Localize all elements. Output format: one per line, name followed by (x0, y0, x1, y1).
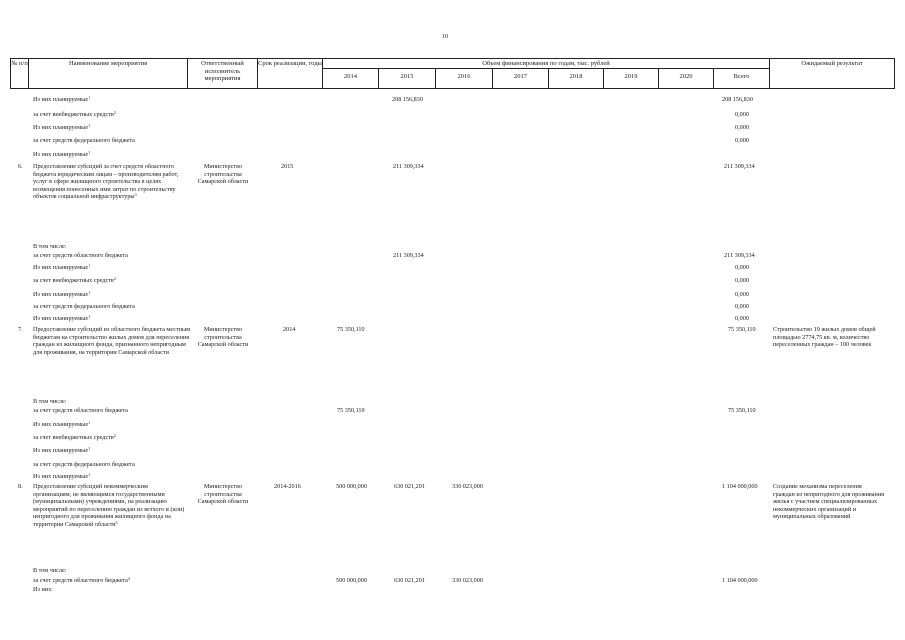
row-label: Из них планируемые$^1$ (33, 150, 91, 158)
row-label: Из них планируемые$^1$ (33, 290, 91, 298)
row-label: Из них планируемые$^1$ (33, 446, 91, 454)
header-year-2020: 2020 (679, 73, 693, 80)
cell-total: 208 156,830 (722, 96, 753, 103)
row-label: за счет внебюджетных средств$^2$ (33, 276, 116, 284)
cell-total: 0,000 (735, 264, 749, 271)
header-year-2019: 2019 (624, 73, 638, 80)
row-label: Из них: (33, 586, 53, 593)
row-label: за счет средств областного бюджета (33, 252, 128, 259)
item-executor: Министерство строительства Самарской области (197, 483, 249, 506)
item-result: Создание механизма переселения граждан из непригодного для проживания жилья с участием специализированных некоммерческих организаций и муниципальных образований (773, 483, 884, 521)
row-label: за счет средств областного бюджета$^4$ (33, 576, 130, 584)
cell-2015: 211 309,334 (393, 252, 424, 259)
cell-total: 0,000 (735, 124, 749, 131)
page-number: 10 (442, 34, 448, 40)
header-year-2016: 2016 (457, 73, 471, 80)
row-label: за счет внебюджетных средств$^2$ (33, 110, 116, 118)
header-name: Наименование мероприятия (68, 60, 148, 67)
header-term: Срок реализации, годы (258, 60, 322, 67)
cell-total: 211 309,334 (724, 252, 755, 259)
cell-2015: 630 021,201 (394, 483, 425, 490)
header-year-2015: 2015 (400, 73, 414, 80)
item-term: 2014 (283, 326, 296, 333)
item-name: Предоставление субсидий за счет средств областного бюджета юридическим лицам – производителям работ, услуг в сфере жилищного строительства в целях возмещения понесенных ими затрат по строительству объектов социальной инфраструктуры$^3$ (33, 163, 179, 201)
item-number: 7. (18, 326, 23, 333)
cell-2014: 75 350,110 (337, 326, 365, 333)
cell-2015: 208 156,830 (392, 96, 423, 103)
header-year-2017: 2017 (514, 73, 527, 80)
cell-total: 0,000 (735, 291, 749, 298)
cell-total: 0,000 (735, 111, 749, 118)
item-name: Предоставление субсидий некоммерческим организациям, не являющимся государственными (муниципальными) учреждениями, на реализацию мероприятий по переселению граждан из ветхого и (или) непригодного для проживания жилищного фонда на территории Самарской области$^5$ (33, 483, 185, 528)
row-label: за счет внебюджетных средств$^2$ (33, 433, 116, 441)
header-num: № п/п (11, 60, 28, 67)
cell-2015: 211 309,334 (393, 163, 424, 170)
row-label: Из них планируемые$^1$ (33, 420, 91, 428)
cell-2016: 330 023,000 (452, 483, 483, 490)
row-label: В том числе: (33, 398, 67, 405)
header-year-2014: 2014 (344, 73, 357, 80)
header-executor: Ответственный исполнитель мероприятия (201, 60, 244, 82)
cell-2015: 630 021,201 (394, 577, 425, 584)
row-label: Из них планируемые$^1$ (33, 123, 91, 131)
row-label: В том числе: (33, 243, 67, 250)
cell-2016: 330 023,000 (452, 577, 483, 584)
row-label: за счет средств областного бюджета (33, 407, 128, 414)
cell-total: 75 350,110 (728, 326, 756, 333)
item-executor: Министерство строительства Самарской области (197, 163, 249, 186)
cell-total: 1 104 000,000 (722, 483, 758, 490)
cell-total: 211 309,334 (724, 163, 755, 170)
cell-total: 0,000 (735, 315, 749, 322)
header-year-2018: 2018 (569, 73, 583, 80)
cell-2014: 500 000,000 (336, 577, 367, 584)
header-top-line (10, 58, 895, 59)
row-label: за счет средств федерального бюджета (33, 303, 135, 310)
item-term: 2015 (281, 163, 294, 170)
header-bottom-line (10, 88, 895, 89)
item-name: Предоставление субсидий из областного бюджета местным бюджетам на строительство жилых домов для переселения граждан из жилищного фонда, признанного непригодным для проживания, на территории Самарской области (33, 326, 191, 356)
cell-total: 1 104 000,000 (722, 577, 758, 584)
item-term: 2014-2016 (274, 483, 301, 490)
row-label: Из них планируемые$^1$ (33, 95, 91, 103)
item-result: Строительство 19 жилых домов общей площадью 2774,75 кв. м, количество переселенных граждан – 100 человек (773, 326, 876, 349)
row-label: Из них планируемые$^1$ (33, 472, 91, 480)
header-funding: Объем финансирования по годам, тыс. рублей (482, 60, 610, 67)
item-executor: Министерство строительства Самарской области (197, 326, 249, 349)
cell-total: 0,000 (735, 303, 749, 310)
years-divider-line (322, 68, 769, 69)
row-label: за счет средств федерального бюджета (33, 461, 135, 468)
cell-2014: 75 350,110 (337, 407, 365, 414)
cell-total: 75 350,110 (728, 407, 756, 414)
row-label: В том числе: (33, 567, 67, 574)
item-number: 6. (18, 163, 23, 170)
cell-total: 0,000 (735, 277, 749, 284)
row-label: Из них планируемые$^1$ (33, 314, 91, 322)
row-label: за счет средств федерального бюджета (33, 137, 135, 144)
item-number: 8. (18, 483, 23, 490)
header-year-total: Всего (733, 73, 750, 80)
row-label: Из них планируемые$^1$ (33, 263, 91, 271)
header-result: Ожидаемый результат (801, 60, 863, 67)
cell-total: 0,000 (735, 137, 749, 144)
cell-2014: 500 000,000 (336, 483, 367, 490)
